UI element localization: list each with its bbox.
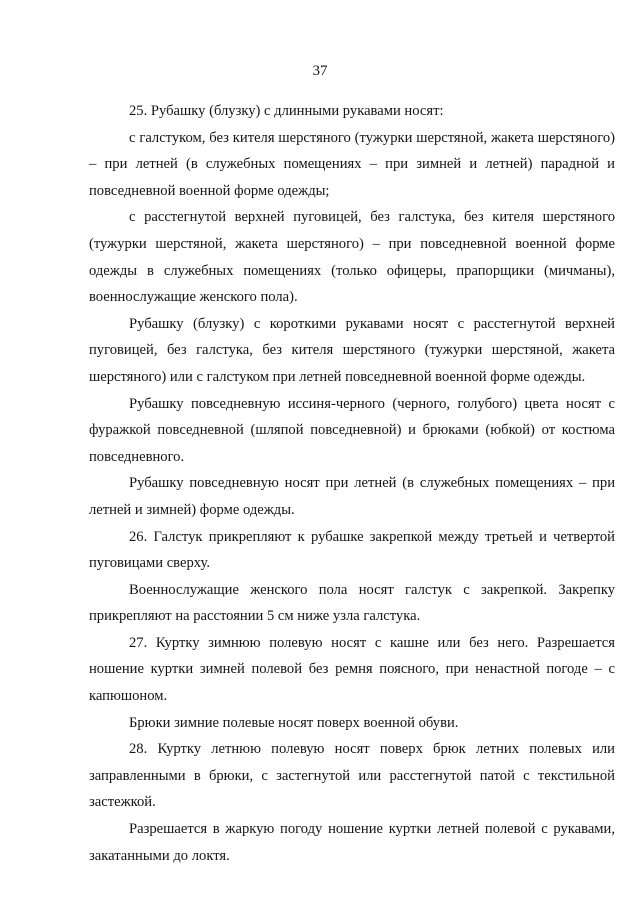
paragraph: Рубашку повседневную носят при летней (в служебных помещениях – при летней и зимней) форме одежды. <box>89 475 615 518</box>
paragraph: Рубашку (блузку) с короткими рукавами носят с расстегнутой верхней пуговицей, без галстука, без кителя шерстяного (тужурки шерстяной, жакета шерстяного) или с галстуком при летней повседневной военной форме одежды. <box>89 315 615 385</box>
paragraph: с расстегнутой верхней пуговицей, без галстука, без кителя шерстяного (тужурки шерстяной, жакета шерстяного) – при повседневной военной форме одежды в служебных помещениях (только офицеры, прапорщики (мичманы), военнослужащие женского пола). <box>89 209 615 306</box>
paragraph: с галстуком, без кителя шерстяного (тужурки шерстяной, жакета шерстяного) – при летней (в служебных помещениях – при зимней и летней) парадной и повседневной военной форме одежды; <box>89 129 615 199</box>
paragraph-25-heading: 25. Рубашку (блузку) с длинными рукавами носят: <box>129 103 444 119</box>
document-body <box>89 98 615 869</box>
paragraph: Военнослужащие женского пола носят галстук с закрепкой. Закрепку прикрепляют на расстоянии 5 см ниже узла галстука. <box>89 581 615 625</box>
paragraph-28: 28. Куртку летнюю полевую носят поверх брюк летних полевых или заправленными в брюки, с застегнутой или расстегнутой патой с текстильной застежкой. <box>89 741 615 811</box>
paragraph: Брюки зимние полевые носят поверх военной обуви. <box>129 714 459 731</box>
paragraph-26: 26. Галстук прикрепляют к рубашке закрепкой между третьей и четвертой пуговицами сверху. <box>89 528 615 572</box>
paragraph-27: 27. Куртку зимнюю полевую носят с кашне или без него. Разрешается ношение куртки зимней полевой без ремня поясного, при ненастной погоде – с капюшоном. <box>89 634 615 705</box>
paragraph: Разрешается в жаркую погоду ношение куртки летней полевой с рукавами, закатанными до локтя. <box>89 821 615 864</box>
page-number: 37 <box>312 63 328 79</box>
paragraph: Рубашку повседневную иссиня-черного (черного, голубого) цвета носят с фуражкой повседневной (шляпой повседневной) и брюками (юбкой) от костюма повседневного. <box>89 395 615 465</box>
